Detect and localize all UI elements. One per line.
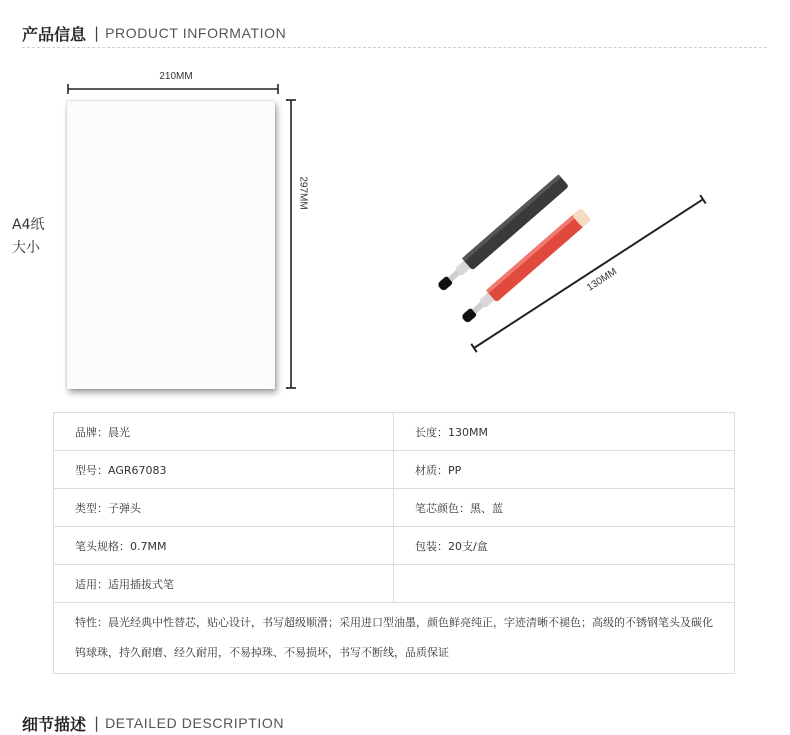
spec-brand: 品牌：晨光 (54, 413, 394, 451)
section-title-en: PRODUCT INFORMATION (105, 25, 287, 41)
table-row (54, 565, 735, 603)
paper-height-line (287, 79, 297, 399)
paper-size-label-line2: 大小 (12, 240, 40, 256)
spec-compatibility: 适用：适用插拔式笔 (54, 565, 394, 603)
table-row (54, 451, 735, 489)
detail-description-header (22, 712, 284, 734)
product-info-header (22, 22, 286, 44)
table-row (54, 489, 735, 527)
spec-ink-color: 笔芯颜色：黑、蓝 (394, 489, 735, 527)
spec-material: 材质：PP (394, 451, 735, 489)
spec-tip-size: 笔头规格：0.7MM (54, 527, 394, 565)
spec-model: 型号：AGR67083 (54, 451, 394, 489)
spec-table (53, 412, 735, 674)
section-separator: | (94, 714, 100, 732)
paper-width-label: 210MM (159, 71, 193, 82)
pen-length-label: 130MM (585, 266, 619, 294)
spec-features: 特性：晨光经典中性替芯，贴心设计，书写超级顺滑；采用进口型油墨，颜色鲜亮纯正，字迹清晰不褪色；高级的不锈钢笔头及碳化钨球珠，持久耐磨、经久耐用，不易掉珠、不易损坏，书写不断线，品质保证 (54, 603, 735, 674)
dimension-lines (60, 80, 288, 400)
section-title-cn: 细节描述 (22, 714, 87, 734)
spec-length: 长度：130MM (394, 413, 735, 451)
spec-type: 类型：子弹头 (54, 489, 394, 527)
section-title-cn: 产品信息 (22, 24, 87, 44)
spec-empty-cell (394, 565, 735, 603)
section-title-en: DETAILED DESCRIPTION (105, 715, 285, 731)
spec-package: 包装：20支/盒 (394, 527, 735, 565)
table-row (54, 413, 735, 451)
section-separator: | (94, 24, 100, 42)
table-row (54, 603, 735, 674)
paper-size-label (12, 214, 44, 260)
paper-height-label: 297MM (297, 176, 309, 210)
section-divider (22, 47, 767, 48)
table-row (54, 527, 735, 565)
pen-refill-image (420, 170, 720, 360)
paper-size-label-line1: A4纸 (12, 217, 45, 233)
